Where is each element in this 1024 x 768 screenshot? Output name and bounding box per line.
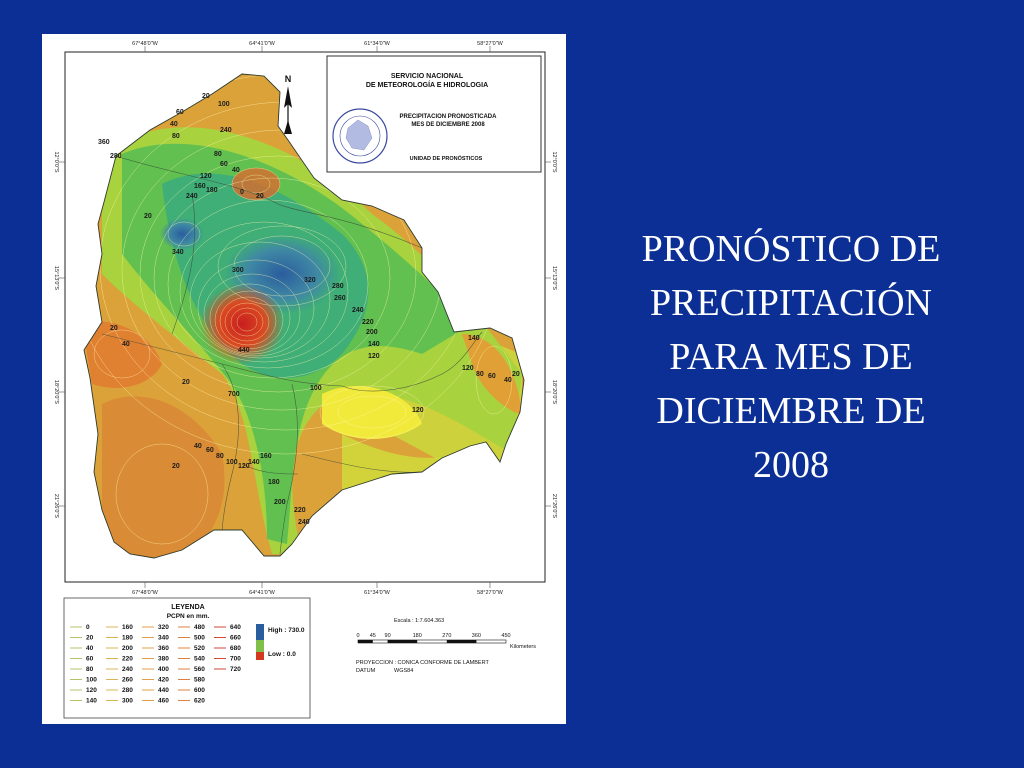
latitude-label-right: 15°13'0"S (551, 265, 557, 291)
scale-bar-segment (388, 640, 418, 643)
contour-label: 240 (220, 127, 232, 134)
contour-label: 120 (412, 407, 424, 414)
legend-high: High : 730.0 (268, 627, 305, 634)
contour-label: 700 (228, 391, 240, 398)
legend-value: 640 (230, 624, 241, 631)
contour-label: 340 (172, 249, 184, 256)
longitude-label-top: 61°34'0"W (364, 41, 390, 47)
legend-value: 160 (122, 624, 133, 631)
legend-title: LEYENDA (171, 604, 205, 611)
longitude-label-top: 64°41'0"W (249, 41, 275, 47)
latitude-label-left: 15°13'0"S (53, 265, 59, 291)
legend-value: 440 (158, 687, 169, 694)
latitude-label-right: 21°26'0"S (551, 493, 557, 519)
datum-label: DATUM (356, 668, 376, 674)
contour-label: 40 (170, 121, 178, 128)
legend-value: 320 (158, 624, 169, 631)
contour-label: 240 (298, 519, 310, 526)
contour-label: 40 (232, 167, 240, 174)
latitude-label-left: 21°26'0"S (53, 493, 59, 519)
contour-label: 100 (226, 459, 238, 466)
legend-value: 680 (230, 645, 241, 652)
snmhi-seal-icon (333, 109, 387, 163)
contour-label: 320 (304, 277, 316, 284)
contour-label: 20 (512, 371, 520, 378)
contour-label: 120 (462, 365, 474, 372)
contour-label: 280 (332, 283, 344, 290)
contour-label: 140 (248, 459, 260, 466)
org-name-line2: DE METEOROLOGÍA E HIDROLOGIA (365, 82, 489, 89)
title-line: 2008 (753, 444, 829, 486)
legend-value: 200 (122, 645, 133, 652)
title-line: PRECIPITACIÓN (650, 282, 932, 324)
legend-value: 460 (158, 697, 169, 705)
contour-label: 220 (294, 507, 306, 514)
contour-label: 240 (352, 307, 364, 314)
legend-value: 260 (122, 676, 133, 684)
map-header-box (327, 56, 541, 172)
longitude-label-bottom: 67°48'0"W (132, 590, 158, 596)
contour-label: 20 (256, 193, 264, 200)
contour-label: 80 (172, 133, 180, 140)
scale-tick-label: 90 (384, 633, 391, 639)
contour-label: 120 (238, 463, 250, 470)
contour-label: 240 (186, 193, 198, 200)
legend-box (64, 598, 310, 718)
contour-label: 60 (488, 373, 496, 380)
contour-label: 20 (172, 463, 180, 470)
contour-label: 120 (368, 353, 380, 360)
legend-value: 720 (230, 666, 241, 673)
scale-tick-label: 0 (356, 633, 360, 639)
contour-label: 40 (504, 377, 512, 384)
scale-block (356, 618, 536, 674)
legend-value: 80 (86, 666, 94, 673)
legend-value: 620 (194, 697, 205, 705)
legend-value: 500 (194, 634, 205, 642)
legend-value: 600 (194, 687, 205, 694)
contour-label: 360 (98, 139, 110, 146)
contour-label: 180 (268, 479, 280, 486)
contour-label: 40 (122, 341, 130, 348)
contour-label: 160 (194, 183, 206, 190)
legend-value: 700 (230, 655, 241, 663)
legend-value: 480 (194, 624, 205, 631)
legend-value: 60 (86, 655, 94, 663)
legend-value: 100 (86, 676, 97, 684)
product-line1: PRECIPITACION PRONOSTICADA (399, 114, 497, 120)
contour-label: 180 (206, 187, 218, 194)
legend-value: 660 (230, 634, 241, 642)
scale-bar (356, 633, 510, 643)
legend-value: 380 (158, 655, 169, 663)
contour-label: 200 (366, 329, 378, 336)
legend-value: 140 (86, 697, 97, 705)
scale-unit: Kilometers (510, 644, 536, 650)
contour-label: 100 (218, 101, 230, 108)
legend-value: 0 (86, 624, 90, 631)
scale-tick-label: 270 (442, 633, 452, 639)
contour-label: 100 (310, 385, 322, 392)
org-name-line1: SERVICIO NACIONAL (390, 73, 464, 80)
title-line: DICIEMBRE DE (656, 390, 926, 432)
scale-tick-label: 45 (369, 633, 376, 639)
scale-bar-track (358, 640, 506, 643)
contour-label: 160 (260, 453, 272, 460)
contour-label: 300 (232, 267, 244, 274)
longitude-label-top: 67°48'0"W (132, 41, 158, 47)
slide-title (596, 222, 986, 492)
contour-label: 260 (334, 295, 346, 302)
contour-label: 280 (110, 153, 122, 160)
legend-value: 400 (158, 666, 169, 673)
scale-tick-label: 450 (501, 633, 511, 639)
contour-label: 20 (144, 213, 152, 220)
latitude-label-right: 12°0'0"S (551, 151, 557, 173)
contour-label: 0 (240, 189, 244, 196)
unit-name: UNIDAD DE PRONÓSTICOS (409, 156, 483, 162)
latitude-label-left: 12°0'0"S (53, 151, 59, 173)
contour-label: 220 (362, 319, 374, 326)
contour-label: 80 (214, 151, 222, 158)
contour-label: 20 (202, 93, 210, 100)
scale-tick-label: 360 (471, 633, 481, 639)
contour-label: 140 (468, 335, 480, 342)
legend-value: 360 (158, 645, 169, 652)
longitude-label-top: 58°27'0"W (477, 41, 503, 47)
scale-bar-segment (447, 640, 477, 643)
contour-label: 200 (274, 499, 286, 506)
precipitation-map (42, 34, 566, 724)
contour-label: 60 (206, 447, 214, 454)
latitude-label-right: 18°20'0"S (551, 379, 557, 405)
scale-text: Escala : 1:7.604.363 (394, 618, 445, 624)
product-line2: MES DE DICIEMBRE 2008 (411, 122, 485, 128)
legend-value: 420 (158, 676, 169, 684)
legend-value: 340 (158, 634, 169, 642)
scale-tick-label: 180 (412, 633, 422, 639)
legend-value: 540 (194, 655, 205, 663)
legend-value: 180 (122, 634, 133, 642)
projection-text: PROYECCION : CONICA CONFORME DE LAMBERT (356, 660, 489, 666)
legend-value: 520 (194, 645, 205, 652)
legend-value: 40 (86, 645, 94, 652)
legend-value: 300 (122, 697, 133, 705)
contour-label: 440 (238, 347, 250, 354)
contour-label: 60 (176, 109, 184, 116)
legend-value: 240 (122, 666, 133, 673)
contour-label: 20 (182, 379, 190, 386)
map-figure (42, 34, 566, 724)
legend-color-ramp-mid (256, 640, 264, 652)
title-line: PARA MES DE (669, 336, 913, 378)
north-label: N (284, 74, 292, 84)
contour-label: 40 (194, 443, 202, 450)
legend-value: 20 (86, 634, 94, 642)
legend-value: 120 (86, 687, 97, 694)
contour-label: 120 (200, 173, 212, 180)
legend-value: 280 (122, 687, 133, 694)
longitude-label-bottom: 61°34'0"W (364, 590, 390, 596)
contour-label: 80 (216, 453, 224, 460)
contour-label: 20 (110, 325, 118, 332)
contour-label: 80 (476, 371, 484, 378)
legend-value: 580 (194, 676, 205, 684)
contour-label: 140 (368, 341, 380, 348)
legend-color-ramp-low (256, 652, 264, 660)
longitude-label-bottom: 58°27'0"W (477, 590, 503, 596)
contour-label: 60 (220, 161, 228, 168)
longitude-label-bottom: 64°41'0"W (249, 590, 275, 596)
legend-low: Low : 0.0 (268, 651, 296, 658)
title-line: PRONÓSTICO DE (641, 228, 941, 270)
scale-bar-segment (358, 640, 373, 643)
legend-subtitle: PCPN en mm. (166, 613, 210, 620)
legend-value: 220 (122, 655, 133, 663)
datum-value: WGS84 (394, 668, 414, 674)
legend-value: 560 (194, 666, 205, 673)
latitude-label-left: 18°20'0"S (53, 379, 59, 405)
